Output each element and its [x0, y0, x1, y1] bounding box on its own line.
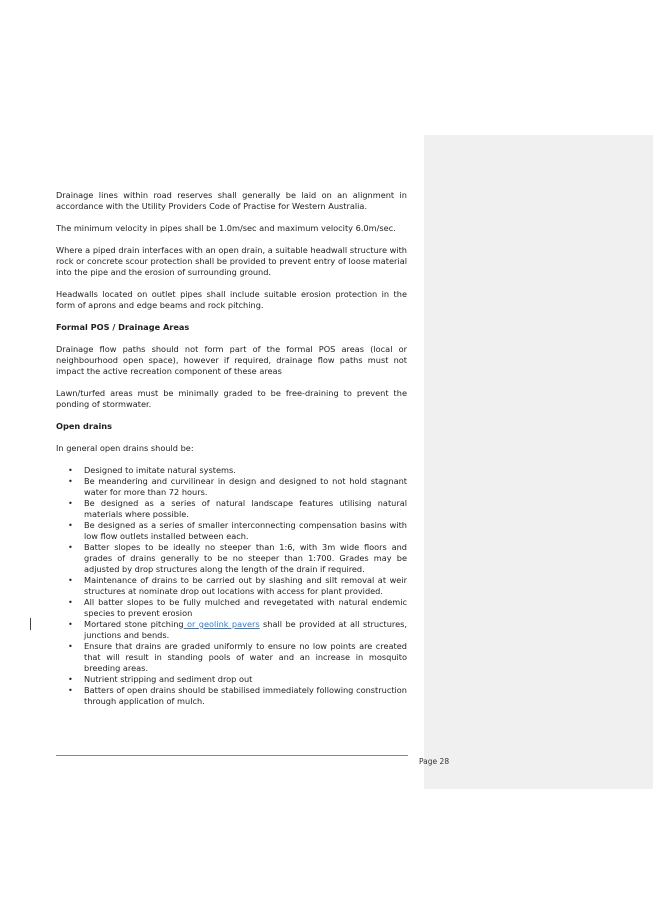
bullet-icon: •	[68, 674, 73, 684]
bullet-icon: •	[68, 641, 73, 651]
change-bar	[30, 618, 31, 630]
paragraph: The minimum velocity in pipes shall be 1.0m/sec and maximum velocity 6.0m/sec.	[56, 223, 396, 233]
list-item	[56, 476, 407, 498]
list-item-text: Ensure that drains are graded uniformly to ensure no low points are created that will result in standing pools of water and an increase in mosquito breeding areas.	[84, 641, 407, 673]
list-item	[56, 465, 407, 476]
section-heading-pos: Formal POS / Drainage Areas	[56, 322, 190, 332]
paragraph: Headwalls located on outlet pipes shall include suitable erosion protection in the form of aprons and edge beams and rock pitching.	[56, 289, 407, 310]
paragraph: Where a piped drain interfaces with an open drain, a suitable headwall structure with rock or concrete scour protection shall be provided to prevent entry of loose material into the pipe and the erosion of surrounding ground.	[56, 245, 407, 277]
list-item	[56, 498, 407, 520]
list-item-text: Batter slopes to be ideally no steeper than 1:6, with 3m wide floors and grades of drains generally to be no steeper than 1:700. Grades may be adjusted by drop structures along the length of the drain if required.	[84, 542, 407, 574]
list-item	[56, 520, 407, 542]
bullet-icon: •	[68, 542, 73, 552]
list-item-text: shall be provided at all structures, junctions and bends.	[84, 619, 408, 640]
document-body	[56, 190, 407, 707]
bullet-icon: •	[68, 597, 73, 607]
bullet-icon: •	[68, 575, 73, 585]
paragraph: Drainage flow paths should not form part of the formal POS areas (local or neighbourhood open space), however if required, drainage flow paths must not impact the active recreation component of these areas	[56, 344, 407, 376]
bullet-icon: •	[68, 465, 73, 475]
bullet-icon: •	[68, 476, 73, 486]
list-item-text: Designed to imitate natural systems.	[84, 465, 236, 475]
geolink-pavers-link[interactable]: or geolink pavers	[183, 619, 260, 629]
bullet-icon: •	[68, 498, 73, 508]
list-item-text: Mortared stone pitching	[84, 619, 184, 629]
paragraph: Drainage lines within road reserves shall generally be laid on an alignment in accordance with the Utility Providers Code of Practise for Western Australia.	[56, 190, 407, 211]
list-item-text: Be meandering and curvilinear in design and designed to not hold stagnant water for more than 72 hours.	[84, 476, 407, 497]
list-item	[56, 597, 407, 619]
list-item-text: Be designed as a series of smaller interconnecting compensation basins with low flow outlets installed between each.	[84, 520, 407, 541]
list-item-text: Maintenance of drains to be carried out by slashing and silt removal at weir structures at nominate drop out locations with access for plant provided.	[84, 575, 407, 596]
list-item	[56, 674, 407, 685]
list-item-text: Be designed as a series of natural landscape features utilising natural materials where possible.	[84, 498, 407, 519]
paragraph: In general open drains should be:	[56, 443, 194, 453]
page-number: Page 28	[419, 757, 450, 766]
bullet-icon: •	[68, 685, 73, 695]
list-item	[56, 542, 407, 575]
footer-divider	[56, 755, 408, 756]
list-item	[56, 685, 407, 707]
open-drains-list	[56, 465, 407, 707]
bullet-icon: •	[68, 520, 73, 530]
bullet-icon: •	[68, 619, 73, 629]
list-item-text: All batter slopes to be fully mulched and revegetated with natural endemic species to prevent erosion	[84, 597, 407, 618]
section-heading-open-drains: Open drains	[56, 421, 112, 431]
list-item	[56, 575, 407, 597]
list-item-text: Nutrient stripping and sediment drop out	[84, 674, 253, 684]
comment-pane	[424, 135, 653, 789]
list-item	[56, 641, 407, 674]
list-item	[56, 619, 407, 641]
list-item-text: Batters of open drains should be stabilised immediately following construction through application of mulch.	[84, 685, 407, 706]
paragraph: Lawn/turfed areas must be minimally graded to be free-draining to prevent the ponding of stormwater.	[56, 388, 407, 409]
